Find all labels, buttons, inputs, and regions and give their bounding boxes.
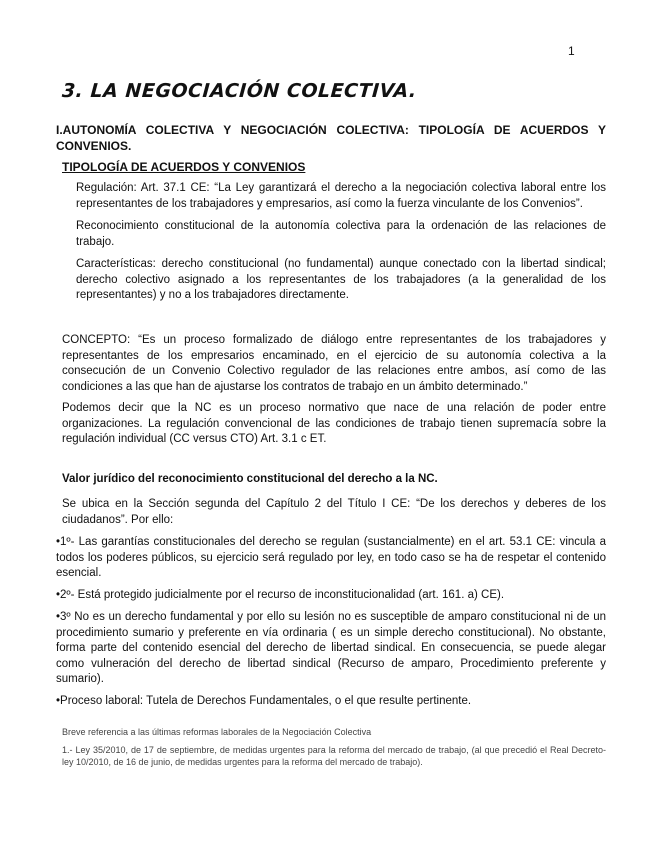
- bullet-item-4: •Proceso laboral: Tutela de Derechos Fundamentales, o el que resulte pertinente.: [56, 695, 472, 707]
- legal-value-intro: Se ubica en la Sección segunda del Capítulo 2 del Título I CE: “De los derechos y deberes de los ciudadanos”. Por ello:: [62, 498, 606, 526]
- reforms-footnote-item: 1.- Ley 35/2010, de 17 de septiembre, de medidas urgentes para la reforma del mercado de trabajo, (al que precedió el Real Decreto-ley 10/2010, de 16 de junio, de medidas urgentes para la reforma del mercado de trabajo).: [62, 745, 606, 767]
- page-number: 1: [568, 44, 575, 58]
- concept-paragraph: CONCEPTO: “Es un proceso formalizado de diálogo entre representantes de los trabajadores y representantes de los empresarios encaminado, en el ejercicio de su autonomía colectiva a la consecución de un Convenio Colectivo regulador de las relaciones entre ambos, así como de las condiciones a las que han de ajustarse los contratos de trabajo en un ámbito determinado.”: [62, 334, 606, 393]
- recognition-paragraph: Reconocimiento constitucional de la autonomía colectiva para la ordenación de las relaciones de trabajo.: [76, 220, 606, 248]
- page-title: 3. LA NEGOCIACIÓN COLECTIVA.: [61, 80, 418, 102]
- regulation-paragraph: Regulación: Art. 37.1 CE: “La Ley garantizará el derecho a la negociación colectiva laboral entre los representantes de los trabajadores y empresarios, así como la fuerza vinculante de los Convenios”.: [76, 182, 606, 210]
- characteristics-paragraph: Características: derecho constitucional (no fundamental) aunque conectado con la libertad sindical; derecho colectivo asignado a los representantes de los trabajadores (a la generalidad de los representantes) y no a los trabajadores directamente.: [76, 258, 606, 301]
- typology-subheading: TIPOLOGÍA DE ACUERDOS Y CONVENIOS: [62, 160, 306, 174]
- legal-value-heading: Valor jurídico del reconocimiento constitucional del derecho a la NC.: [62, 473, 438, 485]
- section-heading: I.AUTONOMÍA COLECTIVA Y NEGOCIACIÓN COLECTIVA: TIPOLOGÍA DE ACUERDOS Y CONVENIOS.: [56, 123, 606, 153]
- nc-paragraph: Podemos decir que la NC es un proceso normativo que nace de una relación de poder entre organizaciones. La regulación convencional de las condiciones de trabajo tienen supremacía sobre la regulación individual (CC versus CTO) Art. 3.1 c ET.: [62, 402, 606, 445]
- bullet-item-2: •2º- Está protegido judicialmente por el recurso de inconstitucionalidad (art. 161. a) CE).: [56, 589, 505, 601]
- bullet-item-1: •1º- Las garantías constitucionales del derecho se regulan (sustancialmente) en el art. 53.1 CE: vincula a todos los poderes públicos, su ejercicio será regulado por ley, en todo caso se ha de respetar el contenido esencial.: [56, 536, 606, 579]
- reforms-footnote-title: Breve referencia a las últimas reformas laborales de la Negociación Colectiva: [62, 727, 372, 737]
- bullet-item-3: •3º No es un derecho fundamental y por ello su lesión no es susceptible de amparo constitucional ni de un procedimiento sumario y preferente en vía ordinaria ( es un simple derecho constitucional). No obstante, forma parte del contenido esencial del derecho de libertad sindical. En consecuencia, se puede alegar como vulneración del derecho de libertad sindical (Recurso de amparo, Procedimiento preferente y sumario).: [56, 611, 606, 685]
